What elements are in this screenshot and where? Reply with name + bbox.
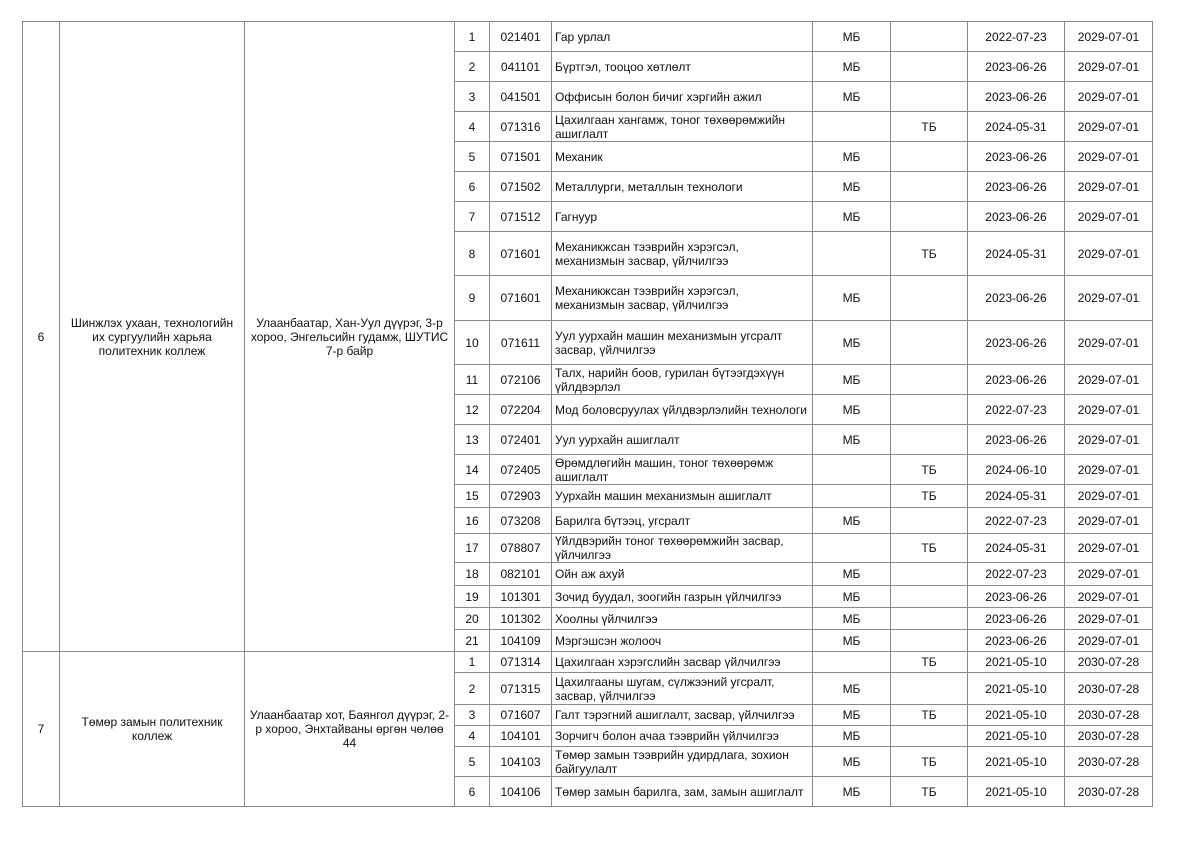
date-issued: 2023-06-26: [968, 52, 1065, 82]
institution-address: Улаанбаатар, Хан-Уул дүүрэг, 3-р хороо, Энгельсийн гудамж, ШУТИС 7-р байр: [245, 22, 455, 652]
program-index: 1: [455, 22, 490, 52]
table-body: [23, 22, 1153, 807]
level-tb: [891, 395, 968, 425]
level-mb: МБ: [813, 705, 891, 726]
program-index: 3: [455, 82, 490, 112]
level-tb: ТБ: [891, 485, 968, 508]
date-issued: 2021-05-10: [968, 705, 1065, 726]
date-valid: 2029-07-01: [1065, 82, 1153, 112]
date-valid: 2029-07-01: [1065, 586, 1153, 608]
program-code: 071512: [490, 202, 552, 232]
program-code: 078807: [490, 534, 552, 563]
program-code: 104106: [490, 777, 552, 807]
program-name: Зочид буудал, зоогийн газрын үйлчилгээ: [552, 586, 813, 608]
program-name: Зорчигч болон ачаа тээврийн үйлчилгээ: [552, 726, 813, 747]
level-mb: МБ: [813, 630, 891, 652]
date-issued: 2024-05-31: [968, 232, 1065, 276]
date-valid: 2029-07-01: [1065, 534, 1153, 563]
level-mb: МБ: [813, 777, 891, 807]
date-issued: 2023-06-26: [968, 365, 1065, 395]
level-tb: ТБ: [891, 652, 968, 673]
level-mb: МБ: [813, 202, 891, 232]
date-valid: 2029-07-01: [1065, 276, 1153, 321]
institution-number: 6: [23, 22, 60, 652]
date-issued: 2024-05-31: [968, 534, 1065, 563]
program-index: 6: [455, 172, 490, 202]
program-index: 11: [455, 365, 490, 395]
program-name: Цахилгаан хангамж, тоног төхөөрөмжийн ашиглалт: [552, 112, 813, 142]
program-code: 071315: [490, 673, 552, 705]
program-index: 21: [455, 630, 490, 652]
program-index: 3: [455, 705, 490, 726]
date-valid: 2029-07-01: [1065, 608, 1153, 630]
program-index: 2: [455, 673, 490, 705]
date-issued: 2024-05-31: [968, 485, 1065, 508]
program-name: Уурхайн машин механизмын ашиглалт: [552, 485, 813, 508]
date-valid: 2029-07-01: [1065, 365, 1153, 395]
level-tb: [891, 202, 968, 232]
level-tb: [891, 365, 968, 395]
level-tb: ТБ: [891, 534, 968, 563]
program-name: Өрөмдлөгийн машин, тоног төхөөрөмж ашиглалт: [552, 455, 813, 485]
program-code: 072204: [490, 395, 552, 425]
level-mb: [813, 455, 891, 485]
date-issued: 2023-06-26: [968, 276, 1065, 321]
level-mb: МБ: [813, 52, 891, 82]
date-valid: 2029-07-01: [1065, 395, 1153, 425]
program-code: 071316: [490, 112, 552, 142]
program-code: 101302: [490, 608, 552, 630]
institution-name: Төмөр замын политехник коллеж: [60, 652, 245, 807]
level-tb: [891, 508, 968, 534]
program-name: Галт тэрэгний ашиглалт, засвар, үйлчилгээ: [552, 705, 813, 726]
level-tb: [891, 726, 968, 747]
program-index: 17: [455, 534, 490, 563]
program-index: 6: [455, 777, 490, 807]
program-name: Төмөр замын тээврийн удирдлага, зохион байгуулалт: [552, 747, 813, 777]
date-issued: 2021-05-10: [968, 652, 1065, 673]
program-code: 104101: [490, 726, 552, 747]
date-issued: 2023-06-26: [968, 321, 1065, 365]
program-index: 4: [455, 726, 490, 747]
date-valid: 2029-07-01: [1065, 112, 1153, 142]
date-issued: 2022-07-23: [968, 563, 1065, 586]
date-valid: 2030-07-28: [1065, 777, 1153, 807]
date-issued: 2022-07-23: [968, 22, 1065, 52]
program-index: 1: [455, 652, 490, 673]
level-tb: ТБ: [891, 705, 968, 726]
program-name: Төмөр замын барилга, зам, замын ашиглалт: [552, 777, 813, 807]
date-valid: 2029-07-01: [1065, 425, 1153, 455]
program-index: 14: [455, 455, 490, 485]
level-mb: МБ: [813, 608, 891, 630]
program-code: 021401: [490, 22, 552, 52]
level-tb: [891, 630, 968, 652]
program-code: 072405: [490, 455, 552, 485]
level-mb: МБ: [813, 172, 891, 202]
level-tb: [891, 321, 968, 365]
date-issued: 2023-06-26: [968, 172, 1065, 202]
program-index: 19: [455, 586, 490, 608]
program-code: 071601: [490, 232, 552, 276]
level-mb: МБ: [813, 425, 891, 455]
level-mb: [813, 534, 891, 563]
date-issued: 2021-05-10: [968, 673, 1065, 705]
level-tb: ТБ: [891, 232, 968, 276]
level-mb: МБ: [813, 365, 891, 395]
program-name: Мэргэшсэн жолооч: [552, 630, 813, 652]
program-name: Үйлдвэрийн тоног төхөөрөмжийн засвар, үйлчилгээ: [552, 534, 813, 563]
level-mb: [813, 112, 891, 142]
licensed-programs-table: [22, 21, 1153, 807]
program-name: Цахилгаан хэрэгслийн засвар үйлчилгээ: [552, 652, 813, 673]
date-valid: 2029-07-01: [1065, 630, 1153, 652]
program-name: Уул уурхайн машин механизмын угсралт засвар, үйлчилгээ: [552, 321, 813, 365]
level-tb: [891, 276, 968, 321]
level-mb: МБ: [813, 22, 891, 52]
institution-name: Шинжлэх ухаан, технологийн их сургуулийн харьяа политехник коллеж: [60, 22, 245, 652]
program-name: Оффисын болон бичиг хэргийн ажил: [552, 82, 813, 112]
program-index: 16: [455, 508, 490, 534]
date-issued: 2023-06-26: [968, 142, 1065, 172]
level-mb: МБ: [813, 82, 891, 112]
date-valid: 2029-07-01: [1065, 202, 1153, 232]
table-row: [23, 22, 1153, 52]
date-issued: 2022-07-23: [968, 508, 1065, 534]
date-issued: 2023-06-26: [968, 608, 1065, 630]
level-mb: МБ: [813, 747, 891, 777]
institution-address: Улаанбаатар хот, Баянгол дүүрэг, 2-р хороо, Энхтайваны өргөн чөлөө 44: [245, 652, 455, 807]
level-tb: [891, 82, 968, 112]
program-name: Механикжсан тээврийн хэрэгсэл, механизмын засвар, үйлчилгээ: [552, 276, 813, 321]
date-issued: 2024-06-10: [968, 455, 1065, 485]
date-valid: 2029-07-01: [1065, 232, 1153, 276]
level-tb: ТБ: [891, 112, 968, 142]
program-code: 072106: [490, 365, 552, 395]
program-code: 073208: [490, 508, 552, 534]
program-name: Ойн аж ахуй: [552, 563, 813, 586]
date-valid: 2029-07-01: [1065, 52, 1153, 82]
program-name: Металлурги, металлын технологи: [552, 172, 813, 202]
date-valid: 2029-07-01: [1065, 563, 1153, 586]
level-tb: ТБ: [891, 747, 968, 777]
date-valid: 2029-07-01: [1065, 142, 1153, 172]
date-issued: 2023-06-26: [968, 202, 1065, 232]
date-valid: 2029-07-01: [1065, 455, 1153, 485]
program-index: 18: [455, 563, 490, 586]
program-index: 13: [455, 425, 490, 455]
program-name: Гар урлал: [552, 22, 813, 52]
level-mb: [813, 652, 891, 673]
level-mb: [813, 485, 891, 508]
level-mb: МБ: [813, 142, 891, 172]
date-valid: 2030-07-28: [1065, 747, 1153, 777]
program-index: 2: [455, 52, 490, 82]
date-issued: 2023-06-26: [968, 586, 1065, 608]
program-code: 071502: [490, 172, 552, 202]
program-code: 101301: [490, 586, 552, 608]
date-valid: 2029-07-01: [1065, 485, 1153, 508]
level-tb: ТБ: [891, 455, 968, 485]
level-tb: [891, 52, 968, 82]
level-tb: [891, 425, 968, 455]
date-issued: 2024-05-31: [968, 112, 1065, 142]
date-valid: 2029-07-01: [1065, 508, 1153, 534]
program-name: Бүртгэл, тооцоо хөтлөлт: [552, 52, 813, 82]
date-issued: 2023-06-26: [968, 630, 1065, 652]
program-code: 041501: [490, 82, 552, 112]
date-valid: 2029-07-01: [1065, 321, 1153, 365]
program-index: 9: [455, 276, 490, 321]
program-name: Механикжсан тээврийн хэрэгсэл, механизмын засвар, үйлчилгээ: [552, 232, 813, 276]
date-valid: 2029-07-01: [1065, 22, 1153, 52]
level-mb: МБ: [813, 395, 891, 425]
date-issued: 2021-05-10: [968, 777, 1065, 807]
level-mb: МБ: [813, 726, 891, 747]
date-issued: 2021-05-10: [968, 747, 1065, 777]
institution-number: 7: [23, 652, 60, 807]
program-code: 104109: [490, 630, 552, 652]
program-index: 5: [455, 747, 490, 777]
program-index: 12: [455, 395, 490, 425]
level-tb: [891, 142, 968, 172]
program-name: Цахилгааны шугам, сүлжээний угсралт, засвар, үйлчилгээ: [552, 673, 813, 705]
table-row: [23, 652, 1153, 673]
level-tb: ТБ: [891, 777, 968, 807]
level-mb: МБ: [813, 586, 891, 608]
date-valid: 2029-07-01: [1065, 172, 1153, 202]
program-code: 104103: [490, 747, 552, 777]
program-name: Гагнуур: [552, 202, 813, 232]
date-valid: 2030-07-28: [1065, 652, 1153, 673]
date-issued: 2023-06-26: [968, 82, 1065, 112]
level-tb: [891, 172, 968, 202]
program-code: 072401: [490, 425, 552, 455]
program-name: Мод боловсруулах үйлдвэрлэлийн технологи: [552, 395, 813, 425]
level-tb: [891, 586, 968, 608]
date-issued: 2023-06-26: [968, 425, 1065, 455]
program-code: 071501: [490, 142, 552, 172]
level-mb: МБ: [813, 276, 891, 321]
level-tb: [891, 563, 968, 586]
level-tb: [891, 22, 968, 52]
program-code: 071611: [490, 321, 552, 365]
program-name: Механик: [552, 142, 813, 172]
program-code: 041101: [490, 52, 552, 82]
program-code: 071314: [490, 652, 552, 673]
level-tb: [891, 608, 968, 630]
date-issued: 2021-05-10: [968, 726, 1065, 747]
program-name: Уул уурхайн ашиглалт: [552, 425, 813, 455]
program-index: 15: [455, 485, 490, 508]
level-mb: МБ: [813, 508, 891, 534]
level-mb: МБ: [813, 563, 891, 586]
program-name: Хоолны үйлчилгээ: [552, 608, 813, 630]
program-name: Талх, нарийн боов, гурилан бүтээгдэхүүн үйлдвэрлэл: [552, 365, 813, 395]
program-index: 4: [455, 112, 490, 142]
date-valid: 2030-07-28: [1065, 673, 1153, 705]
date-valid: 2030-07-28: [1065, 726, 1153, 747]
level-mb: МБ: [813, 321, 891, 365]
program-index: 5: [455, 142, 490, 172]
program-code: 071601: [490, 276, 552, 321]
program-index: 8: [455, 232, 490, 276]
program-code: 071607: [490, 705, 552, 726]
level-tb: [891, 673, 968, 705]
program-name: Барилга бүтээц, угсралт: [552, 508, 813, 534]
program-code: 082101: [490, 563, 552, 586]
date-issued: 2022-07-23: [968, 395, 1065, 425]
program-index: 7: [455, 202, 490, 232]
level-mb: МБ: [813, 673, 891, 705]
level-mb: [813, 232, 891, 276]
program-index: 10: [455, 321, 490, 365]
program-code: 072903: [490, 485, 552, 508]
date-valid: 2030-07-28: [1065, 705, 1153, 726]
program-index: 20: [455, 608, 490, 630]
